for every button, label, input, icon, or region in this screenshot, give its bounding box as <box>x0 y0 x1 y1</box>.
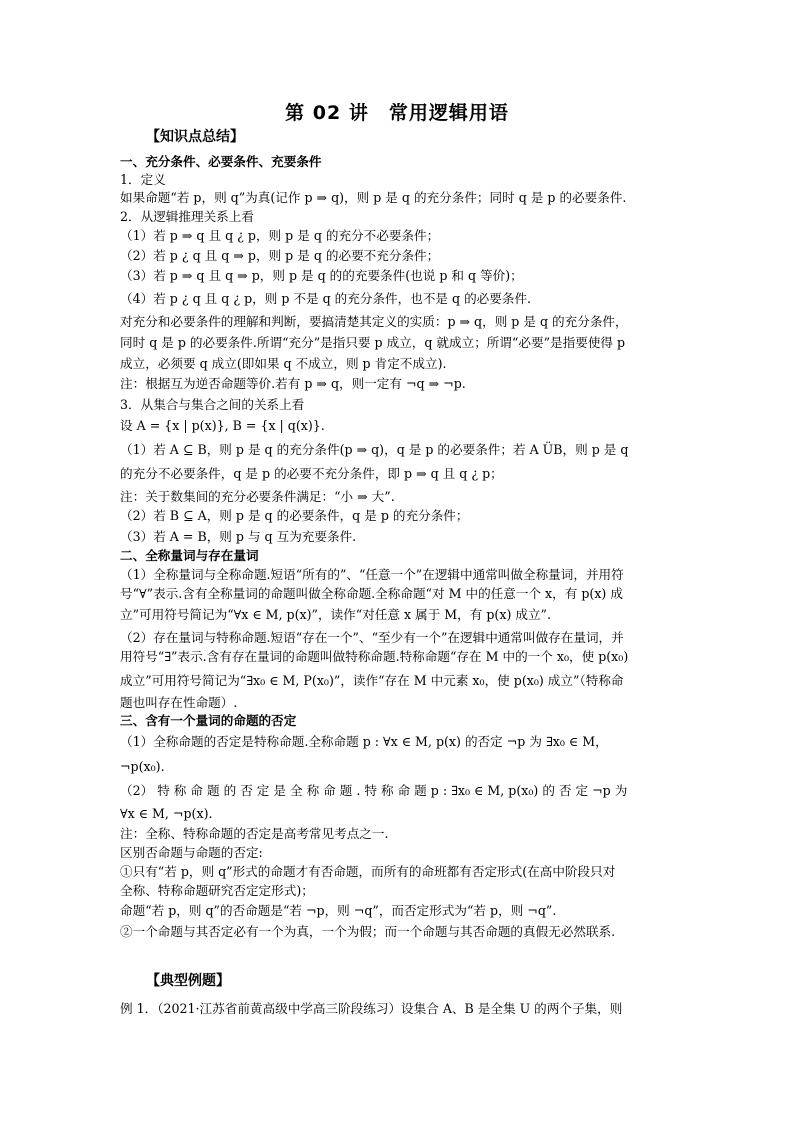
section-heading: 三、含有一个量词的命题的否定 <box>120 713 297 728</box>
text-line: （2）存在量词与特称命题.短语“存在一个”、“至少有一个”在逻辑中通常叫做存在量词，并 <box>120 630 624 645</box>
text-line: 2．从逻辑推理关系上看 <box>120 209 254 224</box>
text-line: 号“∀”表示.含有全称量词的命题叫做全称命题.全称命题“对 M 中的任意一个 x，有 p(x) 成 <box>120 586 623 601</box>
text-line: 注：根据互为逆否命题等价.若有 p ⇒ q，则一定有 ¬q ⇒ ¬p. <box>120 376 466 391</box>
example-question: 例 1．（2021·江苏省前黄高级中学高三阶段练习）设集合 A、B 是全集 U 的两个子集，则 <box>120 1001 623 1016</box>
text-line: 用符号“∃”表示.含有存在量词的命题叫做特称命题.特称命题“存在 M 中的一个 x₀，使 p(x₀) <box>120 649 629 664</box>
section-heading: 一、充分条件、必要条件、充要条件 <box>120 154 322 169</box>
text-line: 成立”可用符号简记为“∃x₀ ∈ M, P(x₀)”，读作“存在 M 中元素 x₀，使 p(x₀) 成立”（特称命 <box>120 673 624 688</box>
text-line: 注：全称、特称命题的否定是高考常见考点之一. <box>120 826 389 841</box>
examples-heading: 【典型例题】 <box>146 973 230 989</box>
text-line: 的充分不必要条件，q 是 p 的必要不充分条件，即 p ⇒ q 且 q ¿ p； <box>120 466 503 481</box>
text-line: （2）若 p ¿ q 且 q ⇒ p，则 p 是 q 的必要不充分条件； <box>120 248 440 263</box>
text-line: 命题“若 p，则 q”的否命题是“若 ¬p，则 ¬q”，而否定形式为“若 p，则 ¬q”. <box>120 903 557 918</box>
text-line: （4）若 p ¿ q 且 q ¿ p，则 p 不是 q 的充分条件，也不是 q 的必要条件. <box>120 291 532 306</box>
text-line: 同时 q 是 p 的必要条件.所谓“充分”是指只要 p 成立，q 就成立；所谓“必要”是指要使得 p <box>120 335 626 350</box>
text-line: 题也叫存在性命题）. <box>120 695 238 710</box>
text-line: 3．从集合与集合之间的关系上看 <box>120 397 305 412</box>
text-line: 1．定义 <box>120 172 166 187</box>
text-line: （3）若 A = B，则 p 与 q 互为充要条件. <box>120 529 357 544</box>
text-line: ¬p(x₀). <box>120 759 165 774</box>
text-line: （1）若 p ⇒ q 且 q ¿ p，则 p 是 q 的充分不必要条件； <box>120 228 440 243</box>
page-title: 第 02 讲 常用逻辑用语 <box>285 102 509 124</box>
text-line: 设 A = {x | p(x)}, B = {x | q(x)}. <box>120 418 325 433</box>
summary-heading: 【知识点总结】 <box>146 129 244 145</box>
text-line: 对充分和必要条件的理解和判断，要搞清楚其定义的实质：p ⇒ q，则 p 是 q 的充分条件， <box>120 314 628 329</box>
text-line: 区别否命题与命题的否定: <box>120 845 263 860</box>
text-line: （2） 特 称 命 题 的 否 定 是 全 称 命 题 . 特 称 命 题 p : ∃x₀ ∈ M, p(x₀) 的 否 定 ¬p 为 <box>120 783 628 798</box>
text-line: （2）若 B ⊆ A，则 p 是 q 的必要条件，q 是 p 的充分条件； <box>120 508 469 523</box>
text-line: （1）全称量词与全称命题.短语“所有的”、“任意一个”在逻辑中通常叫做全称量词，并用符 <box>120 567 624 582</box>
text-line: 立”可用符号简记为“∀x ∈ M, p(x)”，读作“对任意 x 属于 M，有 p(x) 成立”. <box>120 607 551 622</box>
text-line: （1）若 A ⊆ B，则 p 是 q 的充分条件(p ⇒ q)，q 是 p 的必要条件；若 A ÜB，则 p 是 q <box>120 442 629 457</box>
text-line: （3）若 p ⇒ q 且 q ⇒ p，则 p 是 q 的的充要条件(也说 p 和 q 等价)； <box>120 268 523 283</box>
text-line: ①只有“若 p，则 q”形式的命题才有否命题，而所有的命班都有否定形式(在高中阶段只对 <box>120 864 616 879</box>
text-line: 全称、特称命题研究否定定形式)； <box>120 883 314 898</box>
text-line: ∀x ∈ M, ¬p(x). <box>120 806 213 821</box>
text-line: 成立，必须要 q 成立(即如果 q 不成立，则 p 肯定不成立). <box>120 356 447 371</box>
text-line: 注：关于数集间的充分必要条件满足：“小 ⇒ 大”. <box>120 489 395 504</box>
text-line: （1）全称命题的否定是特称命题.全称命题 p : ∀x ∈ M, p(x) 的否定 ¬p 为 ∃x₀ ∈ M， <box>120 734 608 749</box>
section-heading: 二、全称量词与存在量词 <box>120 548 259 563</box>
text-line: ②一个命题与其否定必有一个为真，一个为假；而一个命题与其否命题的真假无必然联系. <box>120 924 616 939</box>
text-line: 如果命题“若 p，则 q”为真(记作 p ⇒ q)，则 p 是 q 的充分条件；同时 q 是 p 的必要条件. <box>120 190 627 205</box>
